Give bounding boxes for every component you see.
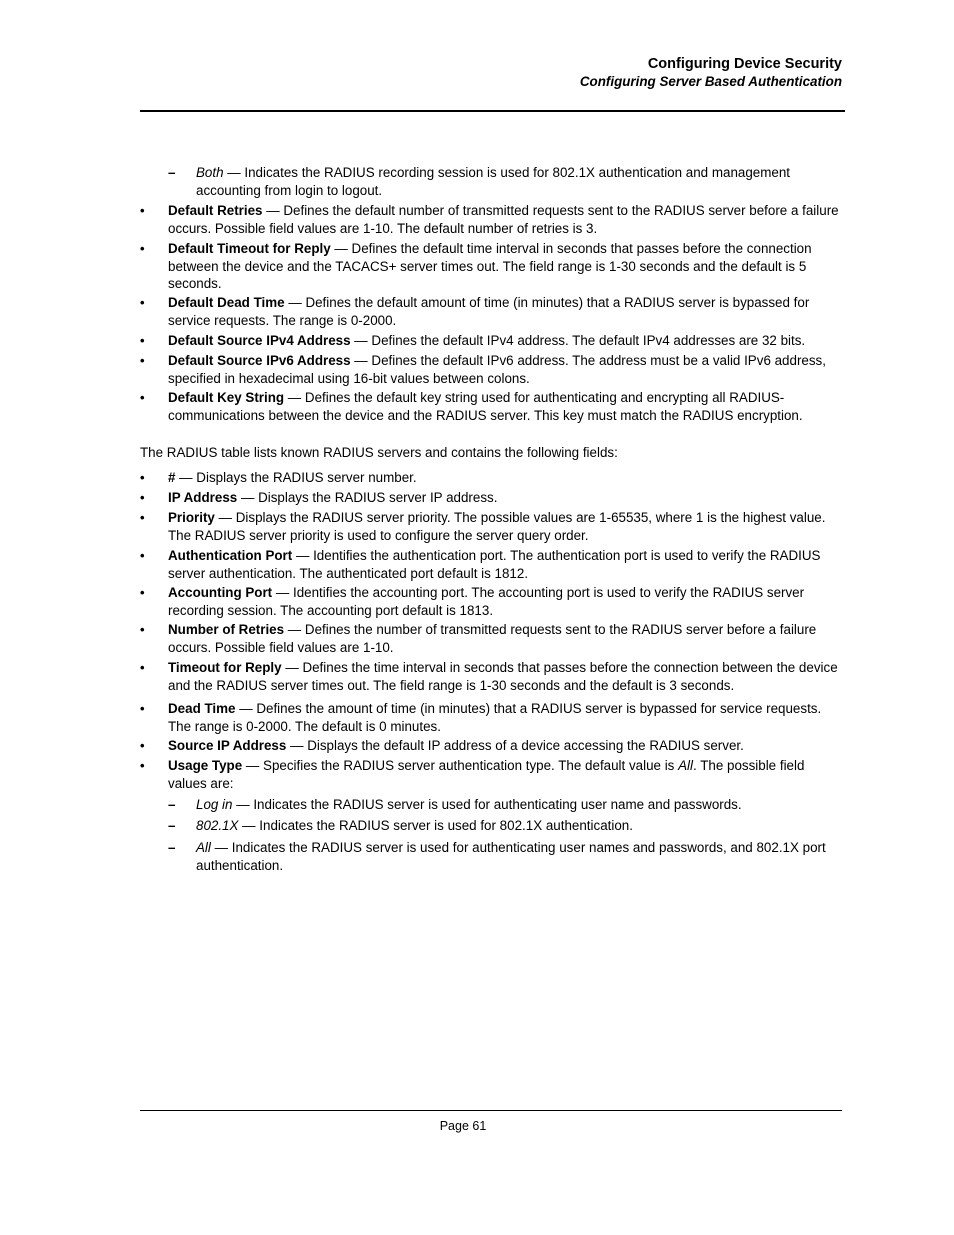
list-item-number-of-retries: • Number of Retries — Defines the number of transmitted requests sent to the RADIUS server before a failure occurs. Possible field values are 1-10.	[140, 622, 817, 655]
description: Defines the default number of transmitted requests sent to the RADIUS server before a failure occurs. Possible field values are 1-10. The default number of retries is 3.	[168, 203, 839, 236]
bullet-marker: •	[140, 241, 145, 256]
list-item-accounting-port: • Accounting Port — Identifies the accounting port. The accounting port is used to verify the RADIUS server recording session. The accounting port default is 1813.	[140, 585, 805, 618]
list-item-usage-type: • Usage Type — Specifies the RADIUS server authentication type. The default value is All. The possible field values are:	[140, 758, 805, 791]
section-title: Configuring Server Based Authentication	[579, 74, 842, 89]
sub-item-both: – Both — Indicates the RADIUS recording session is used for 802.1X authentication and management accounting from login to logout.	[168, 165, 791, 198]
body-paragraph	[140, 444, 842, 462]
description: Defines the number of transmitted requests sent to the RADIUS server before a failure occurs. Possible field values are 1-10.	[168, 622, 817, 655]
list-item-number: • # — Displays the RADIUS server number.	[140, 470, 417, 485]
chapter-title: Configuring Device Security	[647, 56, 842, 72]
description: Identifies the accounting port. The accounting port is used to verify the RADIUS server recording session. The accounting port default is 1813.	[168, 585, 805, 618]
bullet-marker: •	[140, 548, 145, 563]
term: All	[196, 840, 211, 855]
list-item-timeout-for-reply: • Timeout for Reply — Defines the time interval in seconds that passes before the connection between the device and the RADIUS server times out. The field range is 1-30 seconds and the default is 3 seconds.	[140, 660, 838, 693]
description: Defines the amount of time (in minutes) that a RADIUS server is bypassed for service requests. The range is 0-2000. The default is 0 minutes.	[168, 701, 822, 734]
default-value: All	[678, 758, 693, 773]
bullet-marker: •	[140, 510, 145, 525]
term: Default Source IPv4 Address	[168, 333, 351, 348]
term: Log in	[196, 797, 233, 812]
bullet-marker: •	[140, 390, 145, 405]
term: Both	[196, 165, 224, 180]
sub-item-802-1x: – 802.1X — Indicates the RADIUS server is used for 802.1X authentication.	[168, 818, 633, 833]
term: Authentication Port	[168, 548, 293, 563]
term: Usage Type	[168, 758, 243, 773]
term: Dead Time	[168, 701, 236, 716]
page-footer	[0, 1119, 954, 1133]
description: Defines the default IPv6 address. The address must be a valid IPv6 address, specified in hexadecimal using 16-bit values between colons.	[168, 353, 826, 386]
bullet-marker: •	[140, 353, 145, 368]
list-item-source-ip-address: • Source IP Address — Displays the default IP address of a device accessing the RADIUS server.	[140, 738, 744, 753]
term: Source IP Address	[168, 738, 287, 753]
term: Timeout for Reply	[168, 660, 282, 675]
term: Default Key String	[168, 390, 285, 405]
description: Defines the time interval in seconds that passes before the connection between the device and the RADIUS server times out. The field range is 1-30 seconds and the default is 3 seconds.	[168, 660, 838, 693]
bullet-marker: •	[140, 295, 145, 310]
term: Default Retries	[168, 203, 263, 218]
bullet-marker: •	[140, 758, 145, 773]
list-item-priority: • Priority — Displays the RADIUS server priority. The possible values are 1-65535, where 1 is the highest value. The RADIUS server priority is used to configure the server query order.	[140, 510, 826, 543]
description-tail: . The possible field values are:	[168, 758, 805, 791]
description: Displays the RADIUS server priority. The possible values are 1-65535, where 1 is the highest value. The RADIUS server priority is used to configure the server query order.	[168, 510, 826, 543]
description: Defines the default amount of time (in minutes) that a RADIUS server is bypassed for service requests. The range is 0-2000.	[168, 295, 810, 328]
list-item-ip-address: • IP Address — Displays the RADIUS server IP address.	[140, 490, 498, 505]
bullet-marker: •	[140, 701, 145, 716]
bullet-marker: •	[140, 622, 145, 637]
description: Defines the default key string used for authenticating and encrypting all RADIUS-communications between the device and the RADIUS server. This key must match the RADIUS encryption.	[168, 390, 803, 423]
list-item-dead-time: • Dead Time — Defines the amount of time (in minutes) that a RADIUS server is bypassed for service requests. The range is 0-2000. The default is 0 minutes.	[140, 701, 822, 734]
list-item-default-timeout: • Default Timeout for Reply — Defines the default time interval in seconds that passes before the connection between the device and the TACACS+ server times out. The field range is 1-30 seconds and the default is 5 seconds.	[140, 241, 812, 291]
sub-item-log-in: – Log in — Indicates the RADIUS server is used for authenticating user name and passwords.	[168, 797, 742, 812]
sub-item-all: – All — Indicates the RADIUS server is used for authenticating user names and passwords, and 802.1X port authentication.	[168, 840, 826, 873]
description: Defines the default time interval in seconds that passes before the connection between the device and the TACACS+ server times out. The field range is 1-30 seconds and the default is 5 seconds.	[168, 241, 812, 291]
bullet-marker: •	[140, 333, 145, 348]
running-header	[580, 55, 842, 90]
bullet-marker: •	[140, 738, 145, 753]
page-number: Page 61	[439, 1119, 487, 1133]
description: Indicates the RADIUS server is used for 802.1X authentication.	[259, 818, 633, 833]
bullet-marker: •	[140, 470, 145, 485]
term: Default Source IPv6 Address	[168, 353, 351, 368]
list-item-default-source-ipv6: • Default Source IPv6 Address — Defines the default IPv6 address. The address must be a valid IPv6 address, specified in hexadecimal using 16-bit values between colons.	[140, 353, 826, 386]
header-rule	[140, 110, 845, 112]
paragraph-text: The RADIUS table lists known RADIUS servers and contains the following fields:	[140, 445, 618, 460]
bullet-marker: •	[140, 660, 145, 675]
description: Specifies the RADIUS server authentication type. The default value is	[263, 758, 679, 773]
list-item-authentication-port: • Authentication Port — Identifies the authentication port. The authentication port is used to verify the RADIUS server authentication. The authenticated port default is 1812.	[140, 548, 821, 581]
description: Indicates the RADIUS recording session is used for 802.1X authentication and management accounting from login to logout.	[196, 165, 791, 198]
term: #	[168, 470, 176, 485]
dash-marker: –	[168, 797, 176, 812]
description: Displays the RADIUS server IP address.	[258, 490, 498, 505]
list-item-default-source-ipv4: • Default Source IPv4 Address — Defines the default IPv4 address. The default IPv4 addresses are 32 bits.	[140, 333, 806, 348]
dash-marker: –	[168, 165, 176, 180]
description: Displays the default IP address of a device accessing the RADIUS server.	[307, 738, 744, 753]
bullet-marker: •	[140, 585, 145, 600]
description: Identifies the authentication port. The authentication port is used to verify the RADIUS server authentication. The authenticated port default is 1812.	[168, 548, 821, 581]
term: Number of Retries	[168, 622, 285, 637]
description: Indicates the RADIUS server is used for authenticating user name and passwords.	[253, 797, 742, 812]
description: Defines the default IPv4 address. The default IPv4 addresses are 32 bits.	[371, 333, 806, 348]
term: Priority	[168, 510, 215, 525]
description: Displays the RADIUS server number.	[196, 470, 417, 485]
list-item-default-key-string: • Default Key String — Defines the default key string used for authenticating and encrypting all RADIUS-communications between the device and the RADIUS server. This key must match the RADIUS encryption.	[140, 390, 803, 423]
term: Default Dead Time	[168, 295, 285, 310]
dash-marker: –	[168, 840, 176, 855]
list-item-default-retries: • Default Retries — Defines the default number of transmitted requests sent to the RADIUS server before a failure occurs. Possible field values are 1-10. The default number of retries is 3.	[140, 203, 839, 236]
term: Default Timeout for Reply	[168, 241, 331, 256]
term: Accounting Port	[168, 585, 273, 600]
term: IP Address	[168, 490, 238, 505]
description: Indicates the RADIUS server is used for authenticating user names and passwords, and 802.1X port authentication.	[196, 840, 826, 873]
bullet-marker: •	[140, 203, 145, 218]
term: 802.1X	[196, 818, 239, 833]
list-item-default-dead-time: • Default Dead Time — Defines the default amount of time (in minutes) that a RADIUS server is bypassed for service requests. The range is 0-2000.	[140, 295, 810, 328]
footer-rule	[140, 1110, 842, 1111]
dash-marker: –	[168, 818, 176, 833]
bullet-marker: •	[140, 490, 145, 505]
